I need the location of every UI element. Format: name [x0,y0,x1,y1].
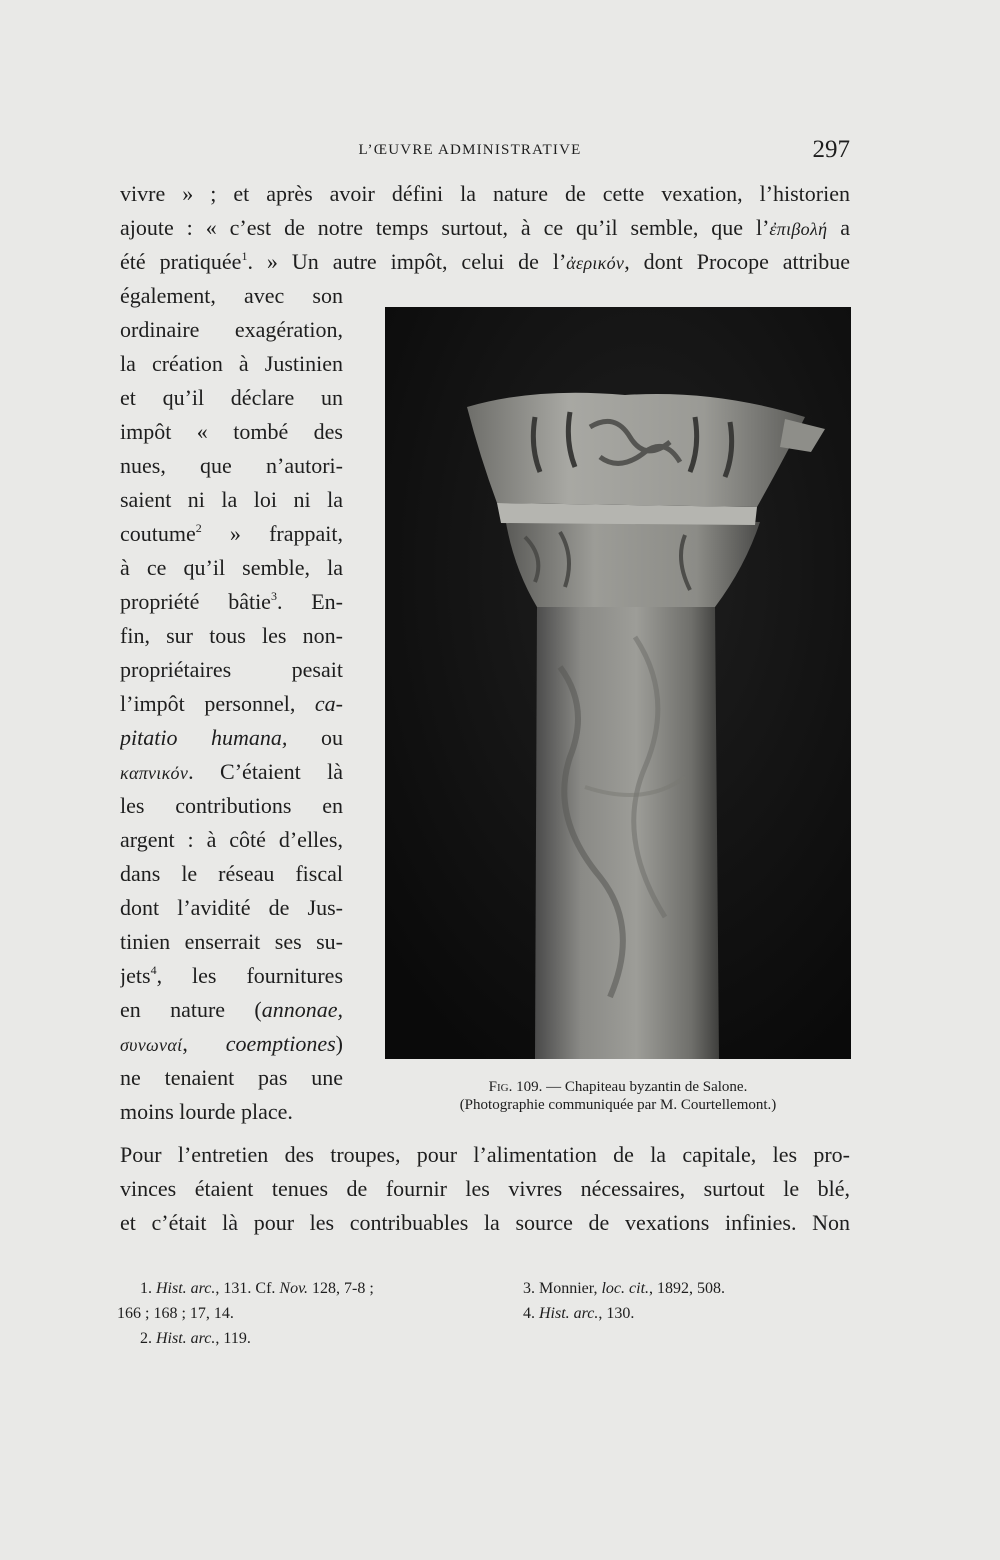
text-line: vivre » ; et après avoir défini la nature de cette vexation, l’historien [120,181,850,206]
page-header [120,136,850,170]
text-line: propriétaires pesait [120,657,343,682]
footnote-marker: 1 [241,249,248,263]
figure-caption [385,1078,851,1114]
text-line: jets$^4$, les fournitures [120,963,343,988]
text-line: tinien enserrait ses su- [120,929,343,954]
figure-label: Fig. 109. [488,1079,543,1095]
footnote-2: 2. Hist. arc., 119. [140,1330,251,1347]
text-line: à ce qu’il semble, la [120,555,343,580]
footnote-marker: 4 [150,963,157,977]
text-line: les contributions en [120,793,343,818]
footnote-4: 4. Hist. arc., 130. [523,1305,635,1322]
text-line: dont l’avidité de Jus- [120,895,343,920]
text-line: συνωναί, coemptiones) [120,1031,343,1056]
footnote-1: 1. Hist. arc., 131. Cf. Nov. 128, 7-8 ; [140,1280,374,1297]
footnote-1-continued: 166 ; 168 ; 17, 14. [117,1305,234,1322]
text-line: coutume$^2$ » frappait, [120,521,343,546]
text-line: vinces étaient tenues de fournir les vivres nécessaires, surtout le blé, [120,1176,850,1201]
text-line: impôt « tombé des [120,419,343,444]
text-line: saient ni la loi ni la [120,487,343,512]
text-line: ajoute : « c’est de notre temps surtout, à ce qu’il semble, que l’ἐπιβολή a [120,215,850,240]
text-line: l’impôt personnel, ca- [120,691,343,716]
capital-photograph [385,307,851,1059]
text-line: propriété bâtie$^3$. En- [120,589,343,614]
text-line: en nature (annonae, [120,997,343,1022]
text-line: et c’était là pour les contribuables la source de vexations infinies. Non [120,1210,850,1235]
footnote-marker: 3 [270,589,277,603]
figure-credit: (Photographie communiquée par M. Courtellemont.) [459,1097,777,1113]
text-line: dans le réseau fiscal [120,861,343,886]
page-number: 297 [812,136,850,163]
text-line: ordinaire exagération, [120,317,343,342]
text-line: ne tenaient pas une [120,1065,343,1090]
figure-title: — Chapiteau byzantin de Salone. [542,1079,748,1095]
text-line: également, avec son [120,283,343,308]
text-line: nues, que n’autori- [120,453,343,478]
text-line: fin, sur tous les non- [120,623,343,648]
text-line: καπνικόν. C’étaient là [120,759,343,784]
text-line: et qu’il déclare un [120,385,343,410]
text-line: argent : à côté d’elles, [120,827,343,852]
text-line: Pour l’entretien des troupes, pour l’alimentation de la capitale, les pro- [120,1142,850,1167]
column-illustration [385,307,851,1059]
text-line: moins lourde place. [120,1099,293,1124]
footnote-3: 3. Monnier, loc. cit., 1892, 508. [523,1280,726,1297]
text-line: été pratiquée$^1$. » Un autre impôt, celui de l’ἀερικόν, dont Procope attribue [120,249,850,274]
running-title: L’ŒUVRE ADMINISTRATIVE [358,142,582,158]
footnote-marker: 2 [195,521,202,535]
text-line: pitatio humana, ou [120,725,343,750]
figure-title-line [385,1078,851,1096]
text-line: la création à Justinien [120,351,343,376]
